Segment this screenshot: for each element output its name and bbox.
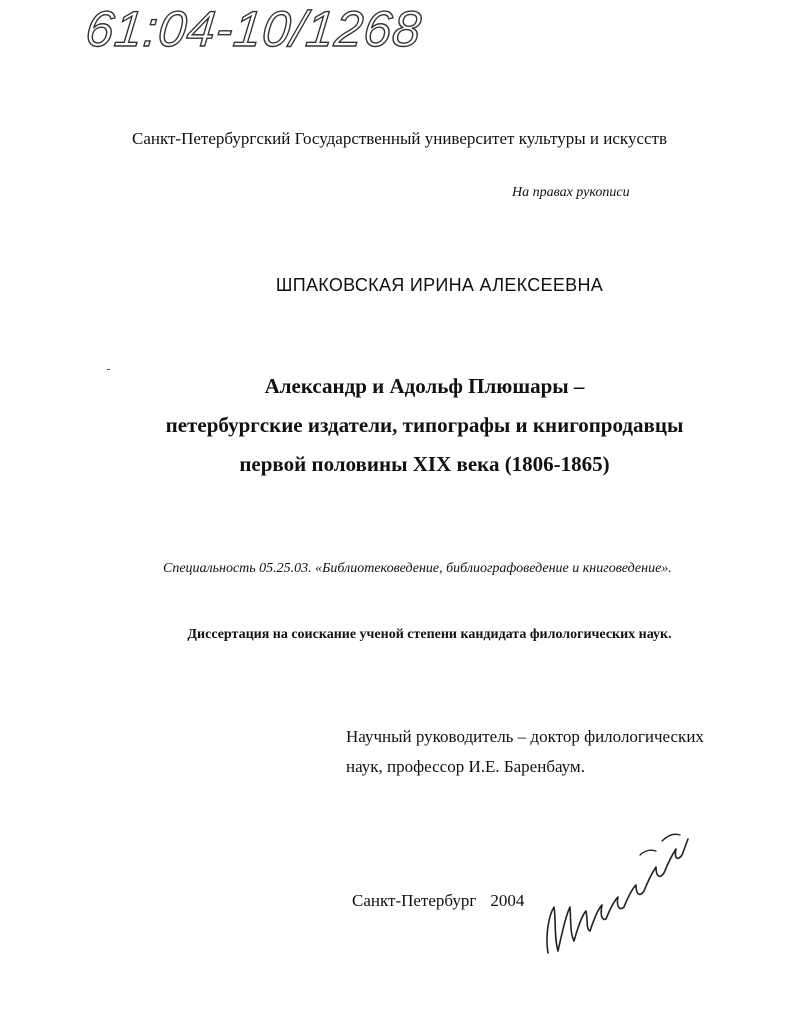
dissertation-degree-line: Диссертация на соискание ученой степени кандидата филологических наук. [187,627,672,642]
thesis-title-line-1: Александр и Адольф Плюшары – [264,374,585,398]
handwritten-signature [540,815,690,965]
city-year [352,891,524,911]
author-name: ШПАКОВСКАЯ ИРИНА АЛЕКСЕЕВНА [275,275,604,295]
archive-number-handwritten: 61:04-10/1268 [83,1,425,57]
city: Санкт-Петербург [352,891,477,910]
specialty-line: Специальность 05.25.03. «Библиотековедение, библиографоведение и книговедение». [163,561,672,576]
thesis-title-line-2: петербургские издатели, типографы и книгопродавцы [165,413,684,437]
scan-speck [107,369,110,370]
year: 2004 [490,891,525,910]
thesis-title-line-3: первой половины XIX века (1806-1865) [239,452,610,476]
university-name: Санкт-Петербургский Государственный университет культуры и искусств [131,129,667,148]
supervisor-line-1: Научный руководитель – доктор филологических [346,727,704,746]
supervisor-line-2: наук, профессор И.Е. Баренбаум. [346,757,585,776]
rights-note: На правах рукописи [512,185,630,200]
